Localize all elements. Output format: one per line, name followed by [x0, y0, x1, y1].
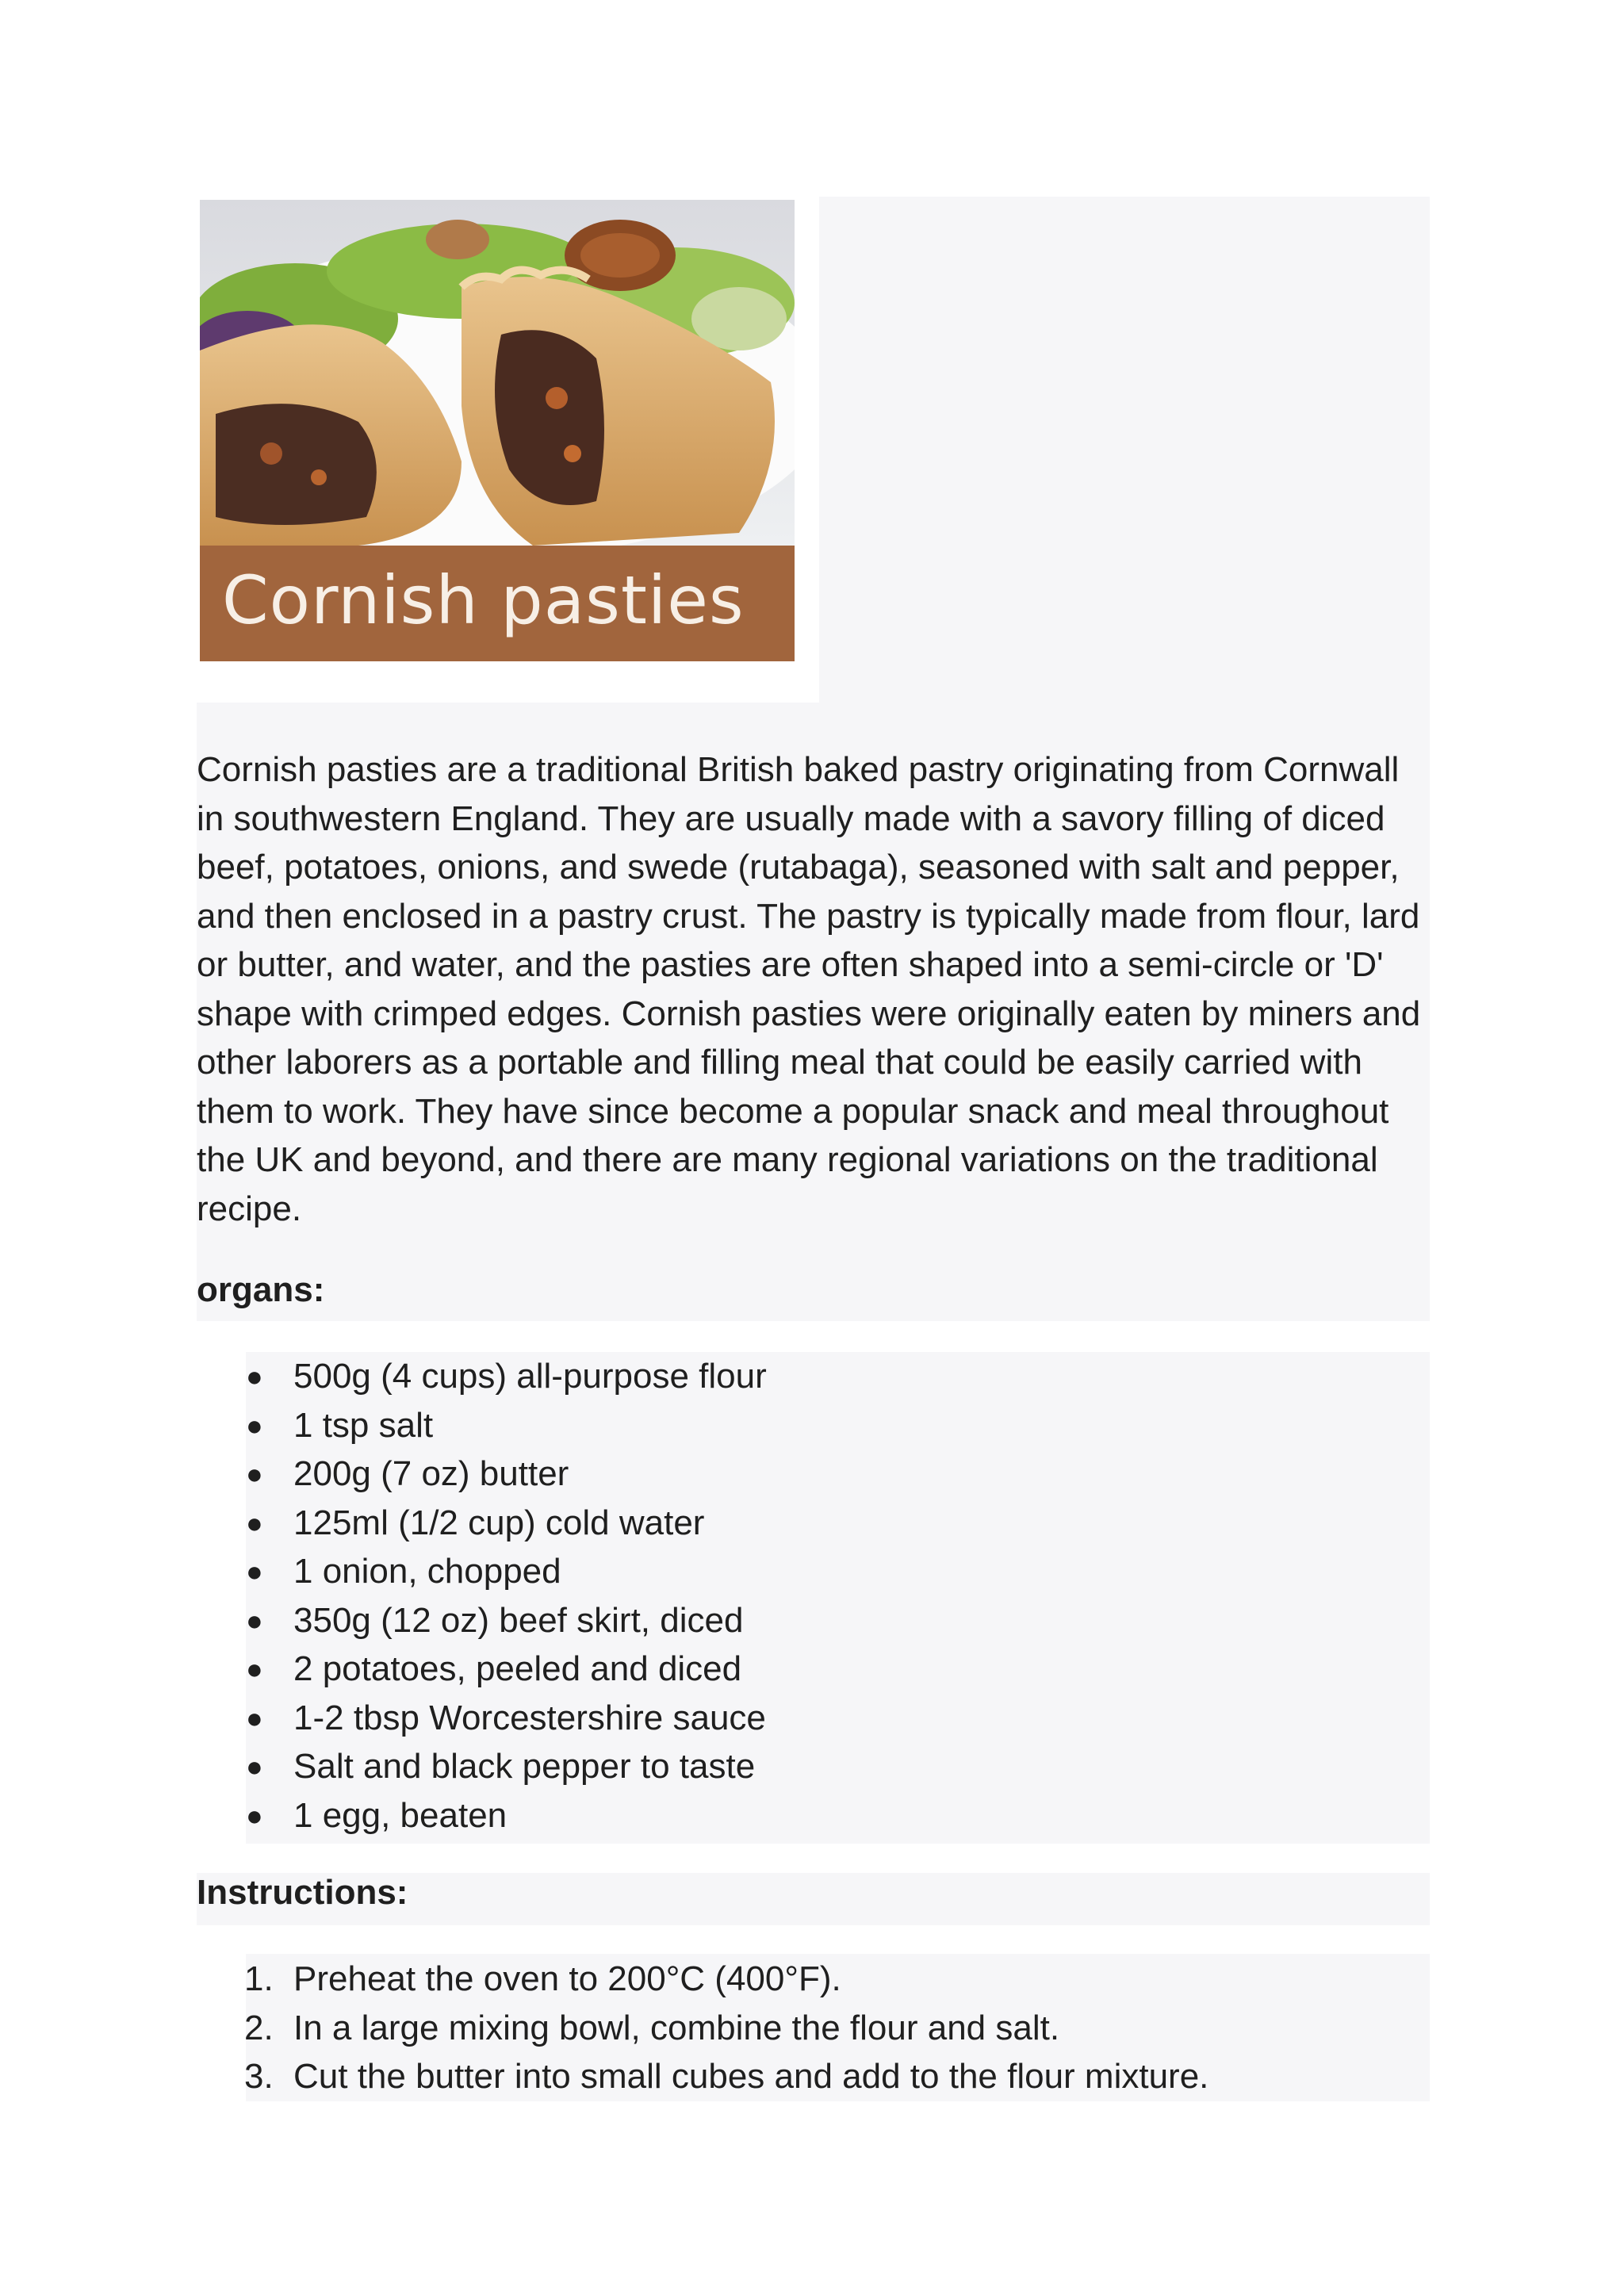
- ingredient-text: 2 potatoes, peeled and diced: [293, 1649, 742, 1688]
- bullet-icon: ●: [246, 1506, 263, 1539]
- list-item: [197, 1352, 767, 1401]
- ingredient-text: 500g (4 cups) all-purpose flour: [293, 1357, 767, 1396]
- list-item: [197, 1401, 767, 1450]
- list-item: [197, 1955, 1208, 2004]
- bullet-icon: ●: [246, 1750, 263, 1783]
- bullet-icon: ●: [246, 1653, 263, 1685]
- ingredient-text: 350g (12 oz) beef skirt, diced: [293, 1600, 744, 1640]
- list-item: [197, 1645, 767, 1694]
- list-item: [197, 1742, 767, 1791]
- ingredient-text: Salt and black pepper to taste: [293, 1747, 756, 1786]
- step-text: Preheat the oven to 200°C (400°F).: [293, 1959, 841, 1998]
- bullet-icon: ●: [246, 1408, 263, 1442]
- list-item: [197, 1694, 767, 1743]
- step-number: 3.: [244, 2057, 274, 2096]
- list-item: [197, 1547, 767, 1596]
- ingredient-text: 125ml (1/2 cup) cold water: [293, 1503, 705, 1542]
- list-item: [197, 1596, 767, 1645]
- hero-caption-band: [200, 546, 795, 661]
- list-item: [197, 1450, 767, 1499]
- ingredients-list: [197, 1352, 767, 1840]
- bullet-icon: ●: [246, 1457, 263, 1490]
- list-item: [197, 1499, 767, 1548]
- step-text: Cut the butter into small cubes and add to the flour mixture.: [293, 2057, 1209, 2096]
- ingredient-text: 1 tsp salt: [293, 1405, 434, 1445]
- step-number: 2.: [244, 2008, 274, 2047]
- list-item: [197, 2052, 1208, 2101]
- hero-image: [200, 200, 795, 661]
- ingredients-heading: organs:: [197, 1270, 325, 1309]
- bullet-icon: ●: [246, 1555, 263, 1587]
- ingredient-text: 200g (7 oz) butter: [293, 1454, 569, 1493]
- ingredient-text: 1-2 tbsp Worcestershire sauce: [293, 1698, 766, 1737]
- bullet-icon: ●: [246, 1603, 263, 1637]
- step-text: In a large mixing bowl, combine the flour and salt.: [293, 2008, 1060, 2047]
- intro-paragraph: Cornish pasties are a traditional British baked pastry originating from Cornwall in southwestern England. They are usually made with a savory filling of diced beef, potatoes, onions, and swede (rutabaga), seasoned with salt and pepper, and then enclosed in a pastry crust. The pastry is typically made from flour, lard or butter, and water, and the pasties are often shaped into a semi-circle or 'D' shape with crimped edges. Cornish pasties were originally eaten by miners and other laborers as a portable and filling meal that could be easily carried with them to work. They have since become a popular snack and meal throughout the UK and beyond, and there are many regional variations on the traditional recipe.: [197, 750, 1421, 1228]
- list-item: [197, 2004, 1208, 2053]
- instructions-heading: Instructions:: [197, 1873, 408, 1912]
- step-number: 1.: [244, 1959, 274, 1998]
- bullet-icon: ●: [246, 1360, 263, 1392]
- ingredient-text: 1 onion, chopped: [293, 1552, 561, 1591]
- list-item: [197, 1791, 767, 1840]
- bullet-icon: ●: [246, 1798, 263, 1832]
- bullet-icon: ●: [246, 1701, 263, 1734]
- ingredient-text: 1 egg, beaten: [293, 1795, 508, 1835]
- pasty-photo: [200, 200, 795, 546]
- hero-caption: Cornish pasties: [222, 561, 745, 639]
- instructions-list: [197, 1955, 1208, 2101]
